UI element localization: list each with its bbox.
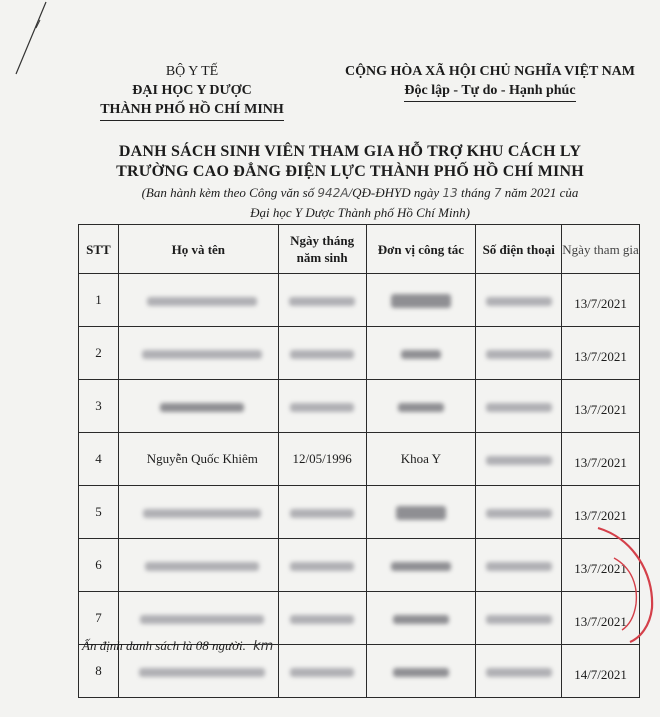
cell-stt: 2 xyxy=(79,327,119,380)
cell-join-date: 13/7/2021 xyxy=(562,592,640,645)
footer-note: Ấn định danh sách là 08 người. xyxy=(82,638,246,653)
cell-unit-redacted xyxy=(366,592,476,645)
document-title xyxy=(70,142,630,182)
cell-stt: 4 xyxy=(79,433,119,486)
cell-name-redacted xyxy=(118,274,278,327)
header-join-date: Ngày tham gia xyxy=(562,225,640,274)
cell-dob-redacted xyxy=(278,274,366,327)
national-motto: Độc lập - Tự do - Hạnh phúc xyxy=(404,81,575,102)
cell-name-redacted xyxy=(118,380,278,433)
cell-stt: 8 xyxy=(79,645,119,698)
table-row xyxy=(79,380,640,433)
cell-unit-redacted xyxy=(366,645,476,698)
cell-phone-redacted xyxy=(476,380,562,433)
cell-phone-redacted xyxy=(476,433,562,486)
cell-name-redacted xyxy=(118,486,278,539)
university-city: THÀNH PHỐ HỒ CHÍ MINH xyxy=(100,100,284,121)
cell-join-date: 13/7/2021 xyxy=(562,274,640,327)
cell-phone-redacted xyxy=(476,539,562,592)
cell-phone-redacted xyxy=(476,486,562,539)
national-header xyxy=(330,62,650,102)
cell-stt: 7 xyxy=(79,592,119,645)
cell-unit-redacted xyxy=(366,327,476,380)
cell-unit-redacted xyxy=(366,274,476,327)
university-name: ĐẠI HỌC Y DƯỢC xyxy=(132,83,252,98)
student-list-table xyxy=(78,224,640,698)
cell-join-date: 13/7/2021 xyxy=(562,380,640,433)
cell-dob-redacted xyxy=(278,486,366,539)
nation-name: CỘNG HÒA XÃ HỘI CHỦ NGHĨA VIỆT NAM xyxy=(344,64,635,79)
subtitle-part-2: /QĐ-ĐHYD ngày xyxy=(348,185,440,200)
subtitle-part-4: năm 2021 của xyxy=(504,185,579,200)
ministry-name: BỘ Y TẾ xyxy=(165,64,219,79)
cell-phone-redacted xyxy=(476,592,562,645)
header-phone: Số điện thoại xyxy=(476,225,562,274)
handwritten-doc-number: 942A xyxy=(317,186,349,200)
header-unit: Đơn vị công tác xyxy=(366,225,476,274)
subtitle-line-2: Đại học Y Dược Thành phố Hồ Chí Minh) xyxy=(250,205,470,220)
cell-unit: Khoa Y xyxy=(366,433,476,486)
red-seal-stamp xyxy=(592,524,660,644)
cell-dob-redacted xyxy=(278,592,366,645)
cell-unit-redacted xyxy=(366,486,476,539)
table-row xyxy=(79,327,640,380)
header-stt: STT xyxy=(79,225,119,274)
handwritten-month: 7 xyxy=(493,186,502,200)
cell-join-date: 13/7/2021 xyxy=(562,486,640,539)
cell-name-redacted xyxy=(118,539,278,592)
handwritten-day: 13 xyxy=(442,186,458,200)
cell-join-date: 13/7/2021 xyxy=(562,327,640,380)
subtitle-part-3: tháng xyxy=(460,185,491,200)
document-subtitle xyxy=(80,183,640,222)
cell-stt: 5 xyxy=(79,486,119,539)
cell-join-date: 14/7/2021 xyxy=(562,645,640,698)
cell-phone-redacted xyxy=(476,274,562,327)
cell-stt: 1 xyxy=(79,274,119,327)
cell-join-date: 13/7/2021 xyxy=(562,539,640,592)
cell-name: Nguyễn Quốc Khiêm xyxy=(118,433,278,486)
cell-dob-redacted xyxy=(278,380,366,433)
cell-phone-redacted xyxy=(476,645,562,698)
cell-name-redacted xyxy=(118,327,278,380)
cell-dob-redacted xyxy=(278,539,366,592)
table-row xyxy=(79,486,640,539)
cell-unit-redacted xyxy=(366,380,476,433)
cell-unit-redacted xyxy=(366,539,476,592)
table-row xyxy=(79,433,640,486)
cell-join-date: 13/7/2021 xyxy=(562,433,640,486)
cell-stt: 3 xyxy=(79,380,119,433)
cell-dob: 12/05/1996 xyxy=(278,433,366,486)
table-header-row xyxy=(79,225,640,274)
title-line-1: DANH SÁCH SINH VIÊN THAM GIA HỖ TRỢ KHU CÁCH LY xyxy=(118,143,582,160)
issuer-header xyxy=(92,62,292,121)
table-row xyxy=(79,539,640,592)
title-line-2: TRƯỜNG CAO ĐẲNG ĐIỆN LỰC THÀNH PHỐ HỒ CHÍ MINH xyxy=(116,163,584,180)
list-footer xyxy=(82,638,273,654)
cell-stt: 6 xyxy=(79,539,119,592)
cell-name-redacted xyxy=(118,592,278,645)
table-row xyxy=(79,274,640,327)
header-dob: Ngày tháng năm sinh xyxy=(278,225,366,274)
table-row xyxy=(79,592,640,645)
initials-signature: km xyxy=(253,639,274,654)
pen-scratch-mark xyxy=(10,0,50,80)
header-name: Họ và tên xyxy=(118,225,278,274)
cell-dob-redacted xyxy=(278,327,366,380)
cell-dob-redacted xyxy=(278,645,366,698)
cell-phone-redacted xyxy=(476,327,562,380)
subtitle-part-1: (Ban hành kèm theo Công văn số xyxy=(141,185,315,200)
